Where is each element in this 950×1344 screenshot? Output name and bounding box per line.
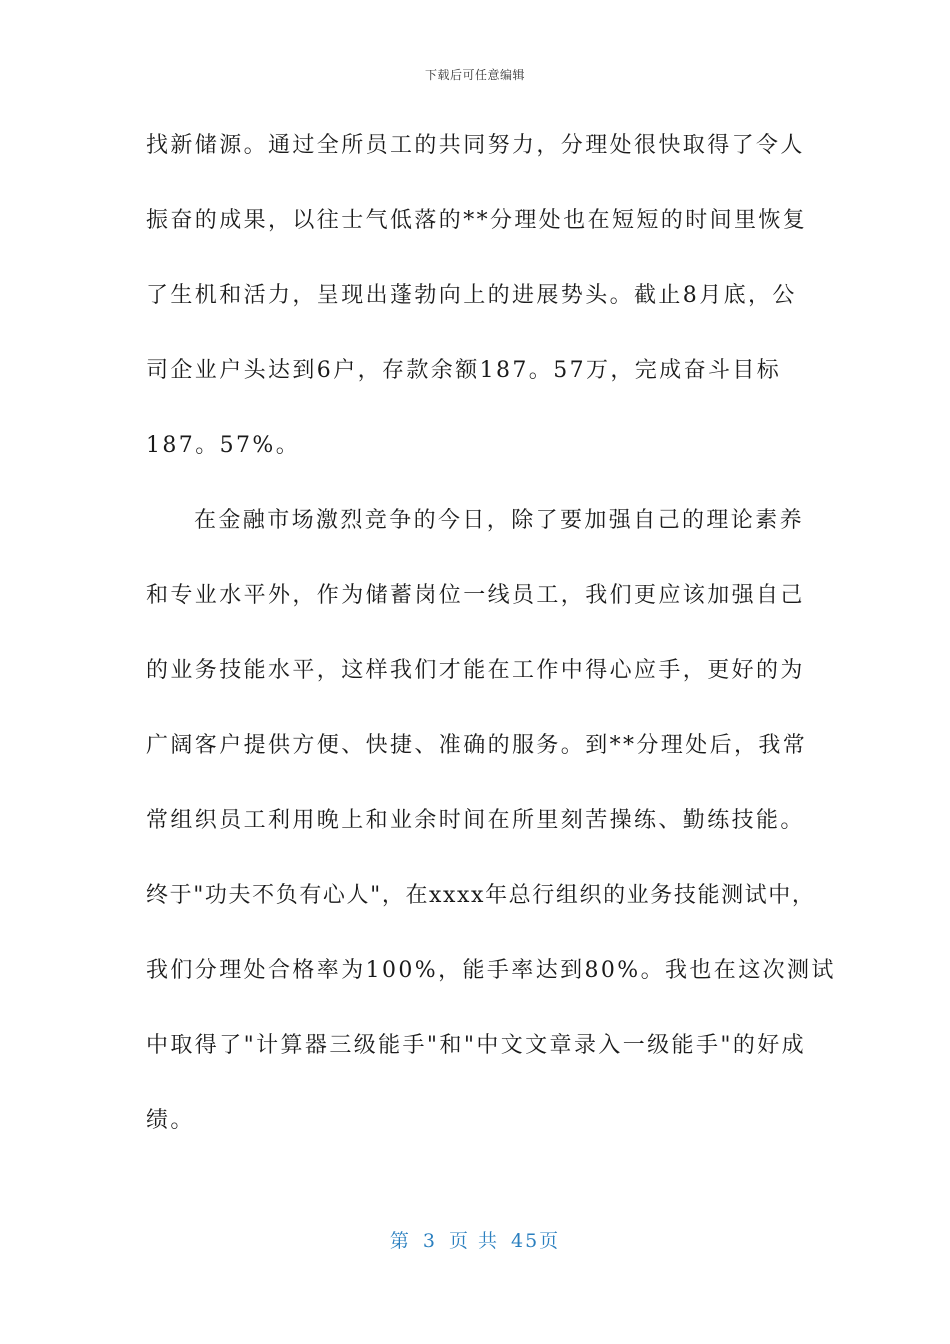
text-line: 广阔客户提供方便、快捷、准确的服务。到**分理处后，我常 [146,733,808,758]
page-number [0,1226,950,1253]
text-line: 司企业户头达到6户，存款余额187。57万，完成奋斗目标 [146,358,782,383]
current-page: 3 [422,1230,437,1252]
document-body [146,128,836,1178]
text-line: 中取得了"计算器三级能手"和"中文文章录入一级能手"的好成 [146,1033,807,1058]
text-line: 找新储源。通过全所员工的共同努力，分理处很快取得了令人 [146,133,805,158]
text-line: 绩。 [146,1108,195,1133]
page-middle: 页 共 [448,1230,499,1252]
text-line: 我们分理处合格率为100%，能手率达到80%。我也在这次测试 [146,958,836,983]
paragraph-2 [146,503,836,1178]
page-prefix: 第 [389,1230,411,1252]
text-line: 187。57%。 [146,433,301,458]
text-line: 终于"功夫不负有心人"，在xxxx年总行组织的业务技能测试中， [146,883,816,908]
text-line: 常组织员工利用晚上和业余时间在所里刻苦操练、勤练技能。 [146,808,805,833]
text-line: 了生机和活力，呈现出蓬勃向上的进展势头。截止8月底，公 [146,283,797,308]
text-line: 和专业水平外，作为储蓄岗位一线员工，我们更应该加强自己 [146,583,805,608]
page-header: 下载后可任意编辑 [424,68,525,82]
text-line: 的业务技能水平，这样我们才能在工作中得心应手，更好的为 [146,658,805,683]
paragraph-1 [146,128,826,503]
text-line: 在金融市场激烈竞争的今日，除了要加强自己的理论素养 [194,508,805,533]
text-line: 振奋的成果，以往士气低落的**分理处也在短短的时间里恢复 [146,208,808,233]
total-pages: 45页 [510,1230,561,1252]
